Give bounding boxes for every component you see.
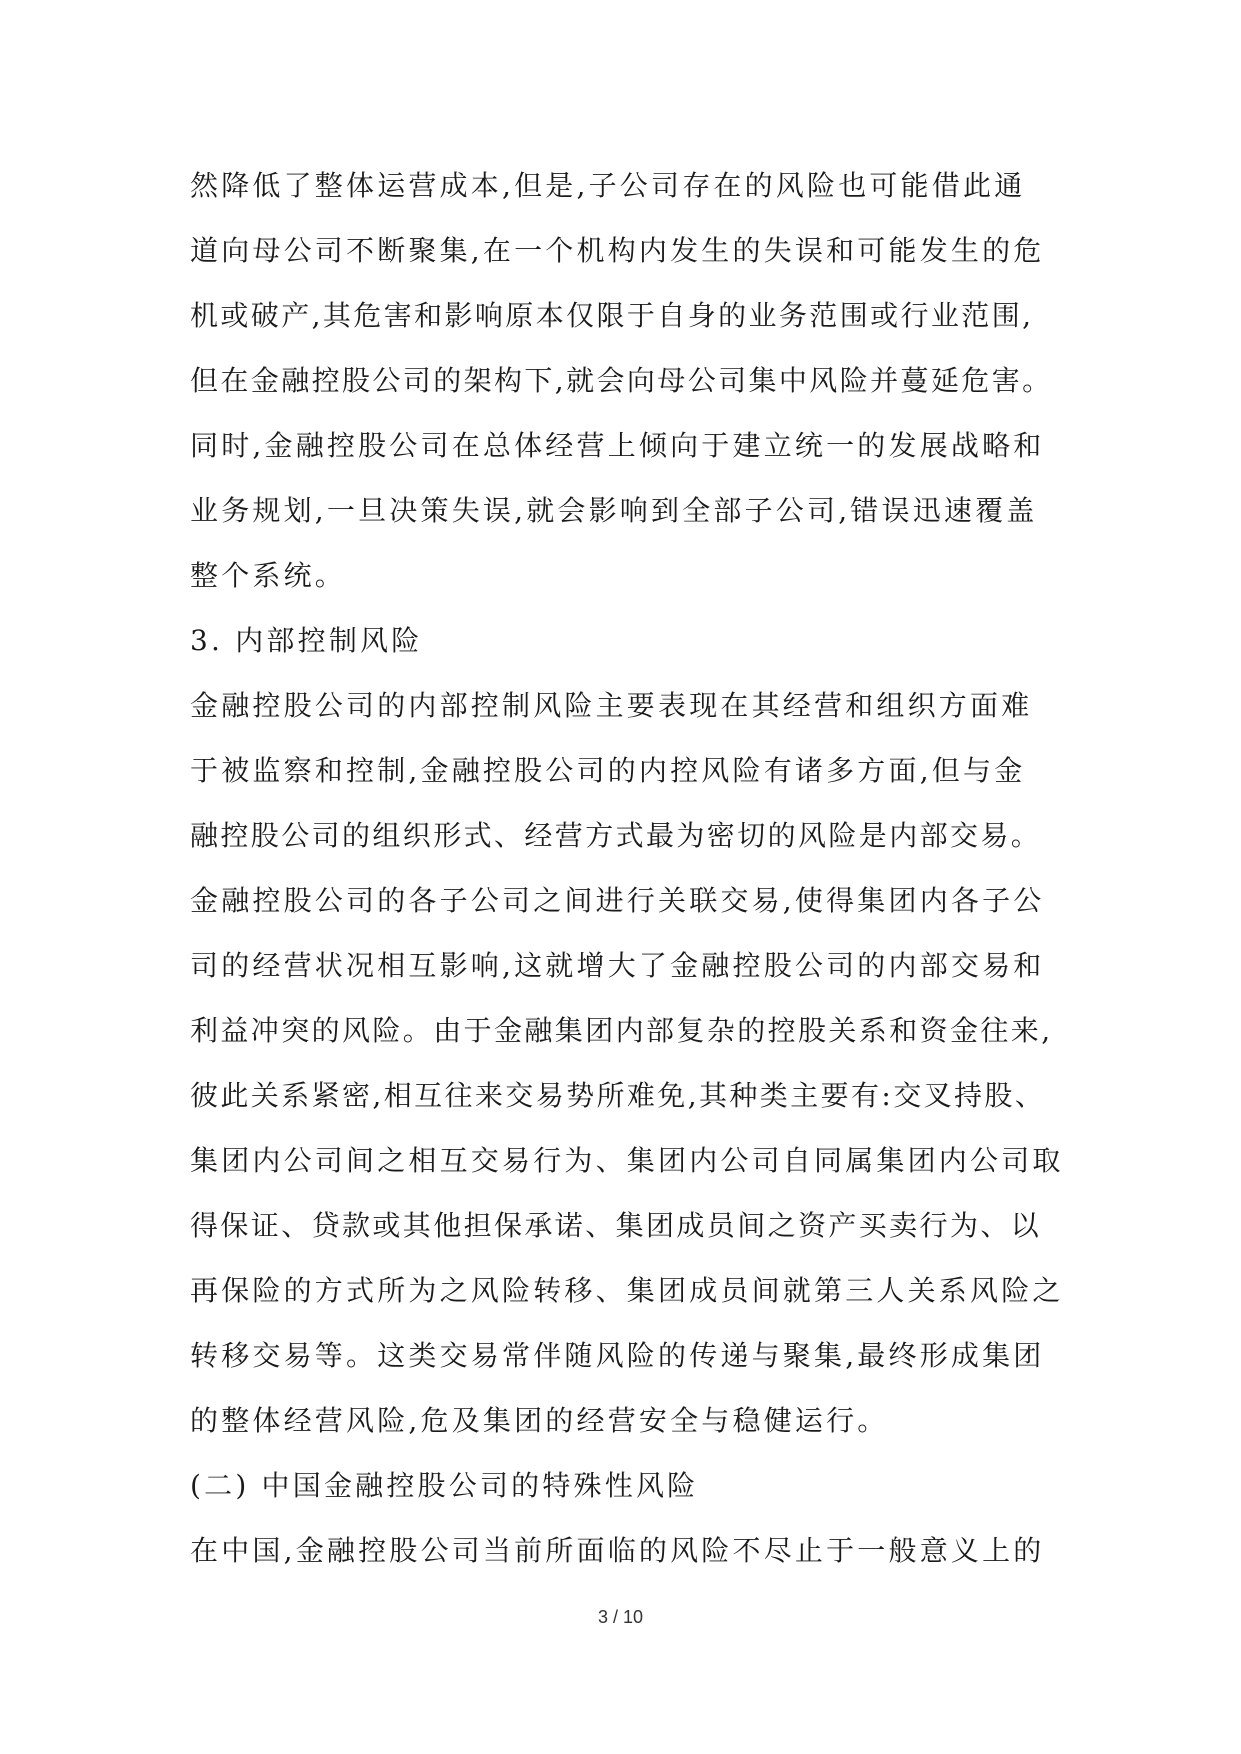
text-line: 得保证、贷款或其他担保承诺、集团成员间之资产买卖行为、以 — [190, 1209, 1042, 1242]
text-line: 在中国,金融控股公司当前所面临的风险不尽止于一般意义上的 — [190, 1534, 1045, 1567]
text-line: 利益冲突的风险。由于金融集团内部复杂的控股关系和资金往来, — [190, 1014, 1053, 1047]
text-line: 金融控股公司的内部控制风险主要表现在其经营和组织方面难 — [190, 689, 1033, 722]
text-line: 整个系统。 — [190, 559, 347, 592]
text-line: 道向母公司不断聚集,在一个机构内发生的失误和可能发生的危 — [190, 234, 1045, 267]
section-heading: 3. 内部控制风险 — [190, 624, 423, 657]
text-line: 彼此关系紧密,相互往来交易势所难免,其种类主要有:交叉持股、 — [190, 1079, 1046, 1112]
text-line: 业务规划,一旦决策失误,就会影响到全部子公司,错误迅速覆盖 — [190, 494, 1038, 527]
section-heading: (二) 中国金融控股公司的特殊性风险 — [190, 1469, 699, 1502]
text-line: 司的经营状况相互影响,这就增大了金融控股公司的内部交易和 — [190, 949, 1045, 982]
text-line: 同时,金融控股公司在总体经营上倾向于建立统一的发展战略和 — [190, 429, 1045, 462]
text-line: 金融控股公司的各子公司之间进行关联交易,使得集团内各子公 — [190, 884, 1045, 917]
text-line: 转移交易等。这类交易常伴随风险的传递与聚集,最终形成集团 — [190, 1339, 1045, 1372]
document-body — [190, 158, 1070, 1588]
text-line: 机或破产,其危害和影响原本仅限于自身的业务范围或行业范围, — [190, 299, 1034, 332]
text-line: 再保险的方式所为之风险转移、集团成员间就第三人关系风险之 — [190, 1274, 1064, 1307]
text-line: 的整体经营风险,危及集团的经营安全与稳健运行。 — [190, 1404, 889, 1437]
text-line: 然降低了整体运营成本,但是,子公司存在的风险也可能借此通 — [190, 169, 1026, 202]
page-number: 3 / 10 — [597, 1607, 644, 1627]
text-line: 集团内公司间之相互交易行为、集团内公司自同属集团内公司取 — [190, 1144, 1064, 1177]
text-line: 于被监察和控制,金融控股公司的内控风险有诸多方面,但与金 — [190, 754, 1026, 787]
text-line: 融控股公司的组织形式、经营方式最为密切的风险是内部交易。 — [190, 819, 1042, 852]
text-line: 但在金融控股公司的架构下,就会向母公司集中风险并蔓延危害。 — [190, 364, 1053, 397]
